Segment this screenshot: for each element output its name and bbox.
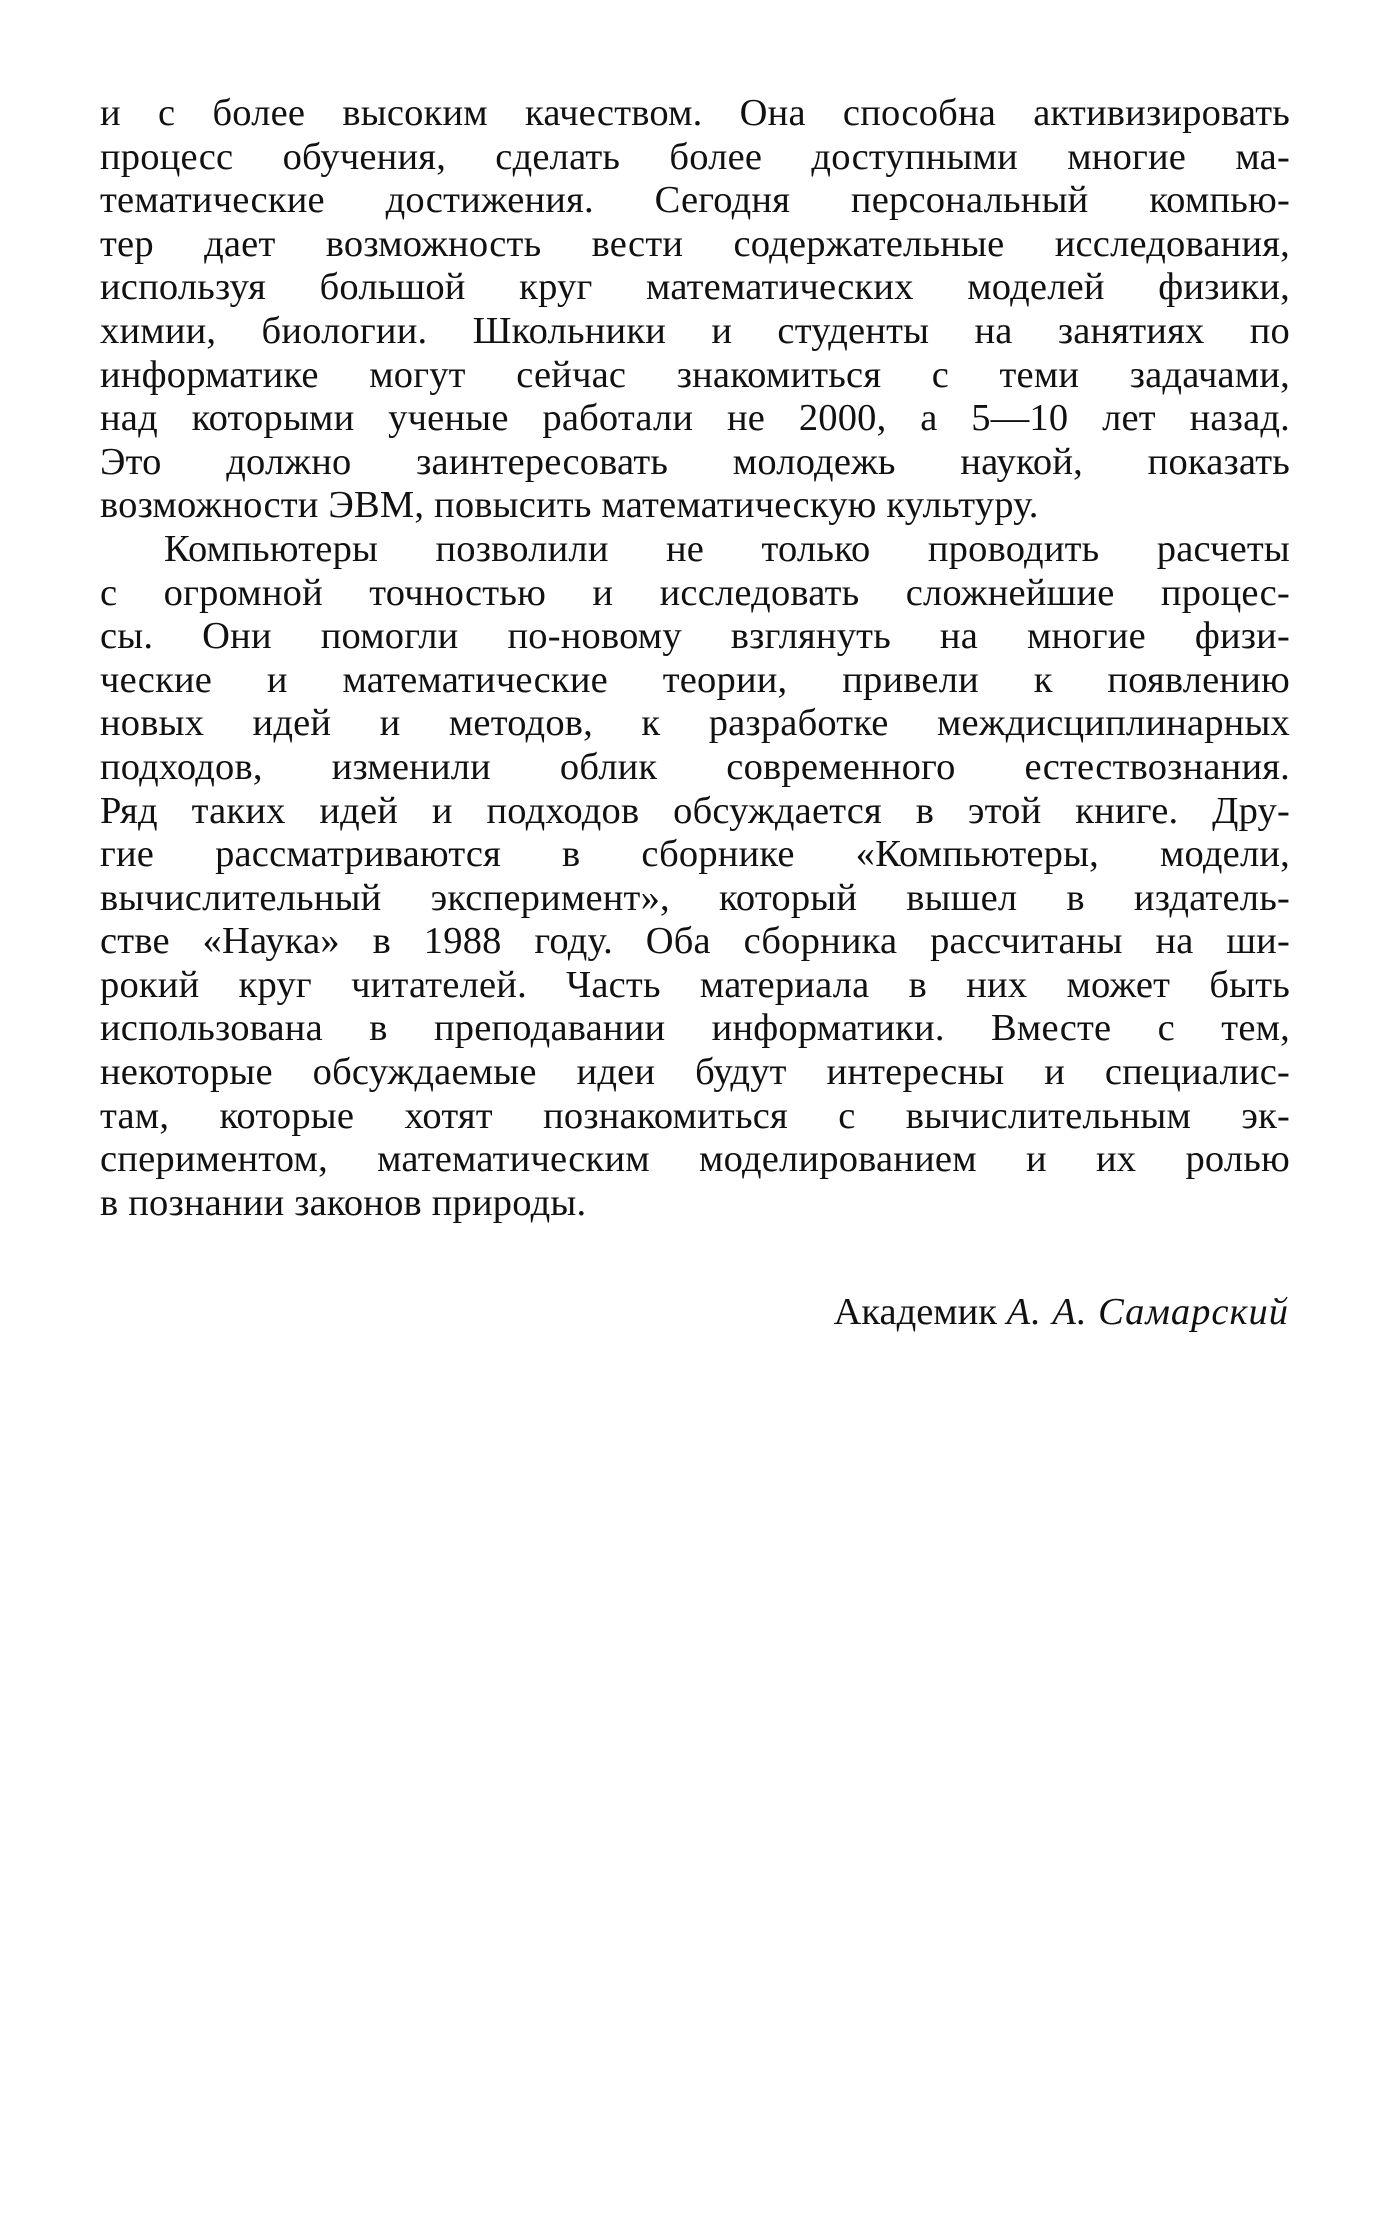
- paragraph-2: [100, 528, 1290, 1226]
- text-line: некоторые обсуждаемые идеи будут интересны и специалис-: [100, 1051, 1290, 1094]
- text-line: новых идей и методов, к разработке междисциплинарных: [100, 702, 1290, 745]
- text-line: стве «Наука» в 1988 году. Оба сборника рассчитаны на ши-: [100, 920, 1290, 963]
- text-line: подходов, изменили облик современного естествознания.: [100, 745, 1290, 788]
- text-line: возможности ЭВМ, повысить математическую культуру.: [100, 484, 1039, 527]
- author-signature: [834, 1290, 1289, 1334]
- text-line: тематические достижения. Сегодня персональный компью-: [100, 179, 1290, 222]
- text-line: используя большой круг математических моделей физики,: [100, 266, 1290, 309]
- text-line: Это должно заинтересовать молодежь наукой, показать: [100, 440, 1290, 483]
- signature-title: Академик: [833, 1291, 997, 1333]
- text-line: в познании законов природы.: [100, 1181, 587, 1224]
- text-line: рокий круг читателей. Часть материала в них может быть: [100, 963, 1290, 1006]
- text-line: над которыми ученые работали не 2000, а 5—10 лет назад.: [100, 397, 1290, 440]
- text-line: использована в преподавании информатики. Вместе с тем,: [100, 1007, 1290, 1050]
- body-text: [100, 92, 1290, 1225]
- text-line: с огромной точностью и исследовать сложнейшие процес-: [100, 571, 1290, 614]
- text-line: вычислительный эксперимент», который вышел в издатель-: [100, 876, 1290, 919]
- text-line: сы. Они помогли по-новому взглянуть на многие физи-: [100, 615, 1290, 658]
- text-line: Ряд таких идей и подходов обсуждается в этой книге. Дру-: [100, 789, 1290, 832]
- text-line: и с более высоким качеством. Она способна активизировать: [100, 92, 1290, 134]
- text-line: гие рассматриваются в сборнике «Компьютеры, модели,: [100, 833, 1290, 876]
- text-line: химии, биологии. Школьники и студенты на занятиях по: [100, 309, 1290, 352]
- text-line: там, которые хотят познакомиться с вычислительным эк-: [100, 1094, 1290, 1137]
- text-line: информатике могут сейчас знакомиться с теми задачами,: [100, 353, 1290, 396]
- signature-name: А. А. Самарский: [1006, 1291, 1289, 1333]
- text-line: ческие и математические теории, привели к появлению: [100, 658, 1290, 701]
- text-line: тер дает возможность вести содержательные исследования,: [100, 222, 1290, 265]
- paragraph-1: [100, 92, 1290, 528]
- text-line: Компьютеры позволили не только проводить расчеты: [164, 527, 1290, 570]
- text-line: процесс обучения, сделать более доступными многие ма-: [100, 135, 1290, 178]
- text-line: спериментом, математическим моделированием и их ролью: [100, 1138, 1290, 1181]
